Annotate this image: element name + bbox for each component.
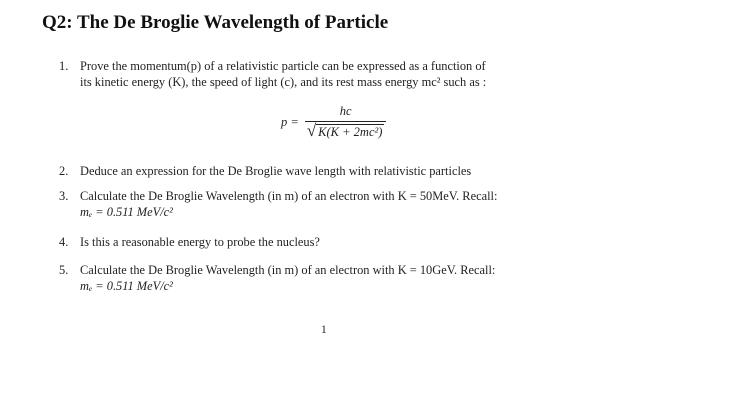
momentum-formula [281, 104, 386, 140]
formula-fraction [305, 104, 387, 140]
list-item-2 [59, 163, 471, 179]
page-number: 1 [321, 324, 327, 336]
square-root-icon: √ [306, 121, 317, 140]
item-number: 2. [59, 164, 69, 178]
item-number: 5. [59, 263, 69, 277]
item-number: 1. [59, 59, 69, 73]
list-item-5 [59, 262, 495, 294]
item-number: 4. [59, 235, 69, 249]
item-number: 3. [59, 189, 69, 203]
list-item-3 [59, 188, 497, 220]
question-title: Q2: The De Broglie Wavelength of Particle [42, 12, 389, 33]
item-text: Prove the momentum(p) of a relativistic particle can be expressed as a function of [80, 59, 486, 73]
item-text-continued: mₑ = 0.511 MeV/c² [80, 205, 173, 219]
item-text: Calculate the De Broglie Wavelength (in m) of an electron with K = 10GeV. Recall: [80, 263, 496, 277]
item-text: Is this a reasonable energy to probe the nucleus? [80, 235, 320, 249]
formula-lhs: p = [281, 114, 299, 129]
item-text-continued: mₑ = 0.511 MeV/c² [80, 279, 173, 293]
item-text-continued: its kinetic energy (K), the speed of light (c), and its rest mass energy mc² such as : [80, 75, 487, 89]
list-item-4 [59, 234, 320, 250]
list-item-1 [59, 58, 486, 90]
item-text: Calculate the De Broglie Wavelength (in m) of an electron with K = 50MeV. Recall: [80, 189, 498, 203]
formula-denominator [305, 121, 387, 140]
formula-radicand: K(K + 2mc²) [318, 125, 383, 139]
formula-numerator: hc [339, 104, 352, 118]
item-text: Deduce an expression for the De Broglie wave length with relativistic particles [80, 164, 472, 178]
